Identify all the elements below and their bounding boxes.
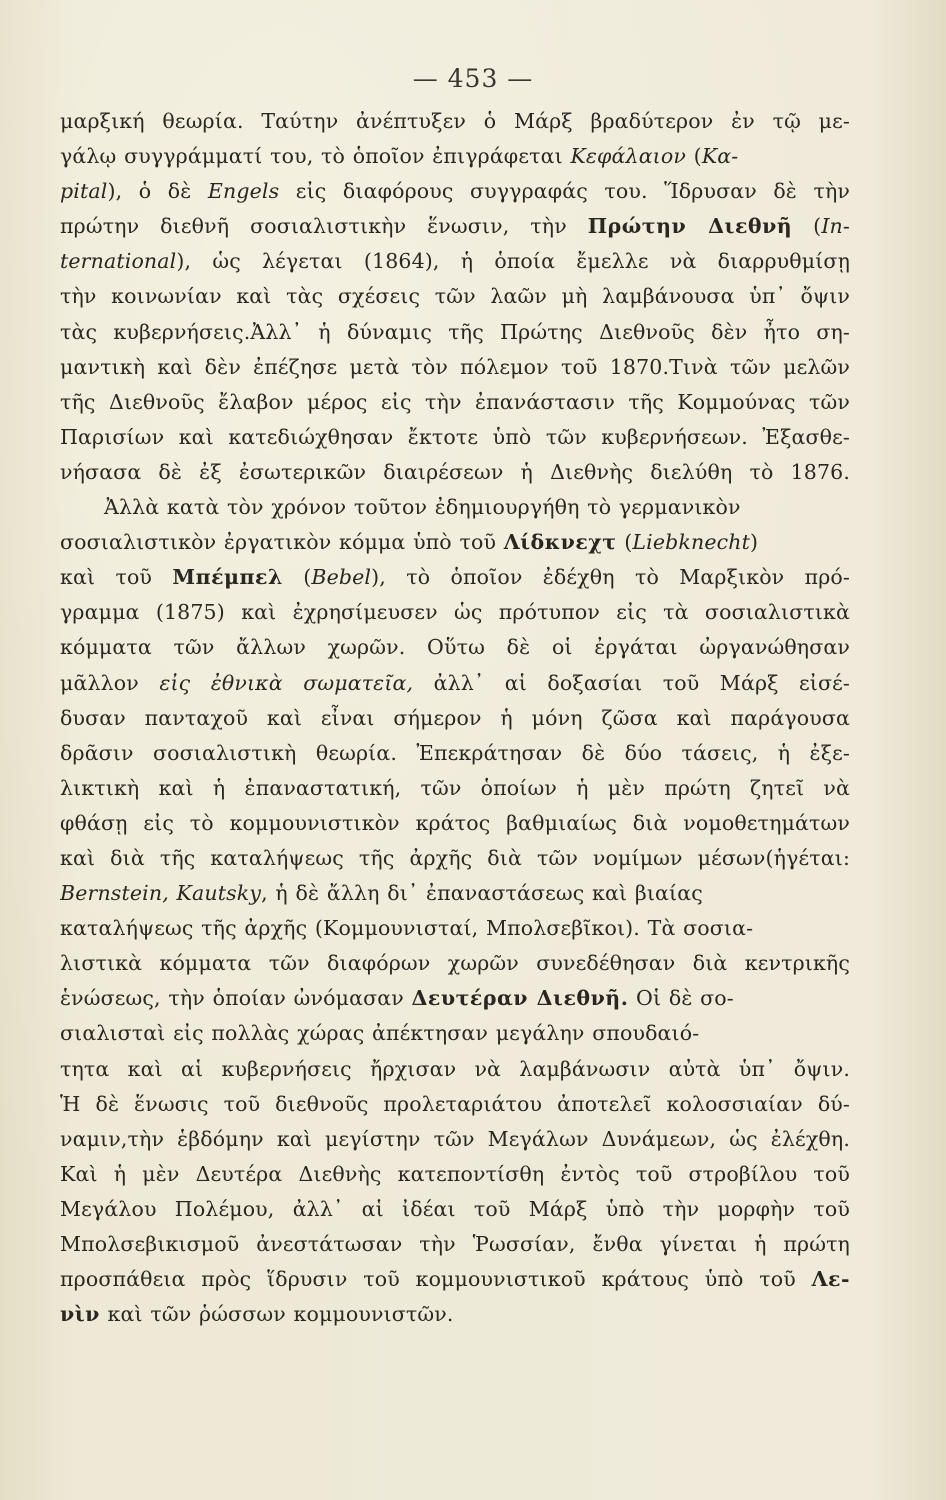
text-line [60,1227,850,1262]
text-segment: ), ὁ δὲ [107,179,208,204]
text-line [60,1297,850,1332]
text-segment: μᾶλλον [60,670,160,695]
bold-text: νὶν [60,1302,100,1327]
italic-text: pital [60,179,108,204]
text-segment: εἰς διαφόρους συγγραφάς του. Ἵδρυσαν δὲ τὴν [279,179,850,204]
text-segment: λικτικὴ καὶ ἡ ἐπαναστατική, τῶν ὁποίων ἡ μὲν πρώτη ζητεῖ νὰ [60,775,850,800]
text-line [60,806,850,841]
text-segment: λιστικὰ κόμματα τῶν διαφόρων χωρῶν συνεδέθησαν διὰ κεντρικῆς [60,951,850,976]
text-segment: ), ὡς λέγεται (1864), ἡ ὁποία ἔμελλε νὰ διαρρυθμίσῃ [176,249,850,274]
text-line [60,560,850,595]
text-line [60,1262,850,1297]
text-segment: Μπολσεβικισμοῦ ἀνεστάτωσαν τὴν Ῥωσσίαν, ἔνθα γίνεται ἡ πρώτη [60,1232,850,1256]
text-line [60,1192,850,1227]
text-line [60,139,850,174]
text-line [60,946,850,981]
text-line [60,104,850,139]
text-segment: ( [792,214,822,239]
italic-text: Κα- [701,144,739,169]
bold-text: Μπέμπελ [172,565,283,590]
text-line [60,911,850,946]
text-line [60,385,850,420]
italic-text: In- [821,214,850,239]
text-segment: , ἡ δὲ ἄλλη δι᾿ ἐπαναστάσεως καὶ βιαίας [261,881,703,906]
text-line [60,455,850,490]
body-text [60,104,850,1332]
text-segment: νήσασα δὲ ἐξ ἐσωτερικῶν διαιρέσεων ἡ Διεθνὴς διελύθη τὸ 1876. [60,459,850,484]
text-segment: μαντικὴ καὶ δὲν ἐπέζησε μετὰ τὸν πόλεμον τοῦ 1870.Τινὰ τῶν μελῶν [60,354,850,379]
italic-text: Κεφάλαιον [570,144,686,169]
text-segment: Ἀλλὰ κατὰ τὸν χρόνον τοῦτον ἐδημιουργήθη τὸ γερμανικὸν [104,495,741,520]
text-segment: φθάσῃ εἰς τὸ κομμουνιστικὸν κράτος βαθμιαίως διὰ νομοθετημάτων [60,810,850,835]
text-segment: καταλήψεως τῆς ἀρχῆς (Κομμουνισταί, Μπολσεβῖκοι). Τὰ σοσια- [60,916,754,941]
text-segment: γραμμα (1875) καὶ ἐχρησίμευσεν ὡς πρότυπον εἰς τὰ σοσιαλιστικὰ [60,600,850,625]
italic-text: εἰς ἐθνικὰ σωματεῖα, [159,670,414,695]
text-line [60,315,850,350]
text-line [60,174,850,209]
text-segment: τῆς Διεθνοῦς ἔλαβον μέρος εἰς τὴν ἐπανάστασιν τῆς Κομμούνας τῶν [60,389,850,414]
bold-text: Λίδκνεχτ [503,530,617,555]
text-segment: προσπάθεια πρὸς ἵδρυσιν τοῦ κομμουνιστικοῦ κράτους ὑπὸ τοῦ [60,1267,812,1292]
text-line [60,1087,850,1122]
text-segment: ( [282,565,312,590]
text-line [60,1016,850,1051]
text-segment: κόμματα τῶν ἄλλων χωρῶν. Οὕτω δὲ οἱ ἐργάται ὠργανώθησαν [60,635,850,660]
text-segment: Ἡ δὲ ἕνωσις τοῦ διεθνοῦς προλεταριάτου ἀποτελεῖ κολοσσιαίαν δύ- [60,1091,850,1116]
text-line [60,1157,850,1192]
text-segment: τητα καὶ αἱ κυβερνήσεις ἤρχισαν νὰ λαμβάνωσιν αὐτὰ ὑπ᾿ ὄψιν. [60,1056,850,1081]
text-segment: ἑνώσεως, τὴν ὁποίαν ὠνόμασαν [60,986,412,1011]
italic-text: Bebel [311,565,372,590]
text-segment: καὶ τῶν ῥώσσων κομμουνιστῶν. [99,1302,454,1327]
text-segment: Μεγάλου Πολέμου, ἀλλ᾿ αἱ ἰδέαι τοῦ Μάρξ ὑπὸ τὴν μορφὴν τοῦ [60,1196,850,1221]
text-line [60,736,850,771]
text-line [60,876,850,911]
text-segment: καὶ τοῦ [60,565,173,590]
text-segment: Παρισίων καὶ κατεδιώχθησαν ἔκτοτε ὑπὸ τῶν κυβερνήσεων. Ἐξασθε- [60,424,850,449]
text-segment: δρᾶσιν σοσιαλιστικὴ θεωρία. Ἐπεκράτησαν δὲ δύο τάσεις, ἡ ἐξε- [60,740,850,765]
text-line [60,630,850,665]
text-segment: τὰς κυβερνήσεις.Ἀλλ᾿ ἡ δύναμις τῆς Πρώτης Διεθνοῦς δὲν ἦτο ση- [60,319,850,344]
text-segment: σιαλισταὶ εἰς πολλὰς χώρας ἀπέκτησαν μεγάλην σπουδαιό- [60,1021,700,1046]
text-line [60,350,850,385]
text-segment: μαρξική θεωρία. Ταύτην ἀνέπτυξεν ὁ Μάρξ βραδύτερον ἐν τῷ με- [60,109,850,133]
text-line [60,701,850,736]
text-line [60,490,850,525]
bold-text: Λε- [811,1267,850,1292]
text-segment: Καὶ ἡ μὲν Δευτέρα Διεθνὴς κατεποντίσθη ἐντὸς τοῦ στροβίλου τοῦ [60,1161,850,1186]
text-line [60,525,850,560]
italic-text: ternational [60,249,177,274]
text-segment: σοσιαλιστικὸν ἐργατικὸν κόμμα ὑπὸ τοῦ [60,530,504,555]
text-line [60,841,850,876]
text-segment: γάλῳ συγγράμματί του, τὸ ὁποῖον ἐπιγράφεται [60,144,571,169]
text-line [60,420,850,455]
text-segment: καὶ διὰ τῆς καταλήψεως τῆς ἀρχῆς διὰ τῶν νομίμων μέσων(ἡγέται: [60,845,850,870]
text-line [60,595,850,630]
bold-text: Πρώτην Διεθνῆ [587,214,793,239]
text-line [60,244,850,279]
italic-text: Bernstein, Kautsky [60,881,262,906]
text-segment: ( [685,144,702,169]
text-segment: ( [616,530,633,555]
italic-text: Liebknecht [632,530,750,555]
bold-text: Δευτέραν Διεθνῆ. [411,986,629,1011]
text-segment: Οἱ δὲ σο- [628,986,734,1011]
text-line [60,666,850,701]
text-segment: τὴν κοινωνίαν καὶ τὰς σχέσεις τῶν λαῶν μὴ λαμβάνουσα ὑπ᾿ ὄψιν [60,284,850,309]
text-segment: ) [750,530,759,555]
page-number: — 453 — [412,64,534,93]
text-segment: πρώτην διεθνῆ σοσιαλιστικὴν ἕνωσιν, τὴν [60,214,588,239]
text-line [60,279,850,314]
text-line [60,1052,850,1087]
text-line [60,1122,850,1157]
text-line [60,981,850,1016]
text-line [60,771,850,806]
text-segment: ἀλλ᾿ αἱ δοξασίαι τοῦ Μάρξ εἰσέ- [413,670,850,695]
text-segment: ναμιν,τὴν ἑβδόμην καὶ μεγίστην τῶν Μεγάλων Δυνάμεων, ὡς ἐλέχθη. [60,1126,850,1151]
text-segment: ), τὸ ὁποῖον ἐδέχθη τὸ Μαρξικὸν πρό- [371,565,850,590]
text-segment: δυσαν πανταχοῦ καὶ εἶναι σήμερον ἡ μόνη ζῶσα καὶ παράγουσα [60,705,850,730]
italic-text: Engels [207,179,280,204]
text-line [60,209,850,244]
